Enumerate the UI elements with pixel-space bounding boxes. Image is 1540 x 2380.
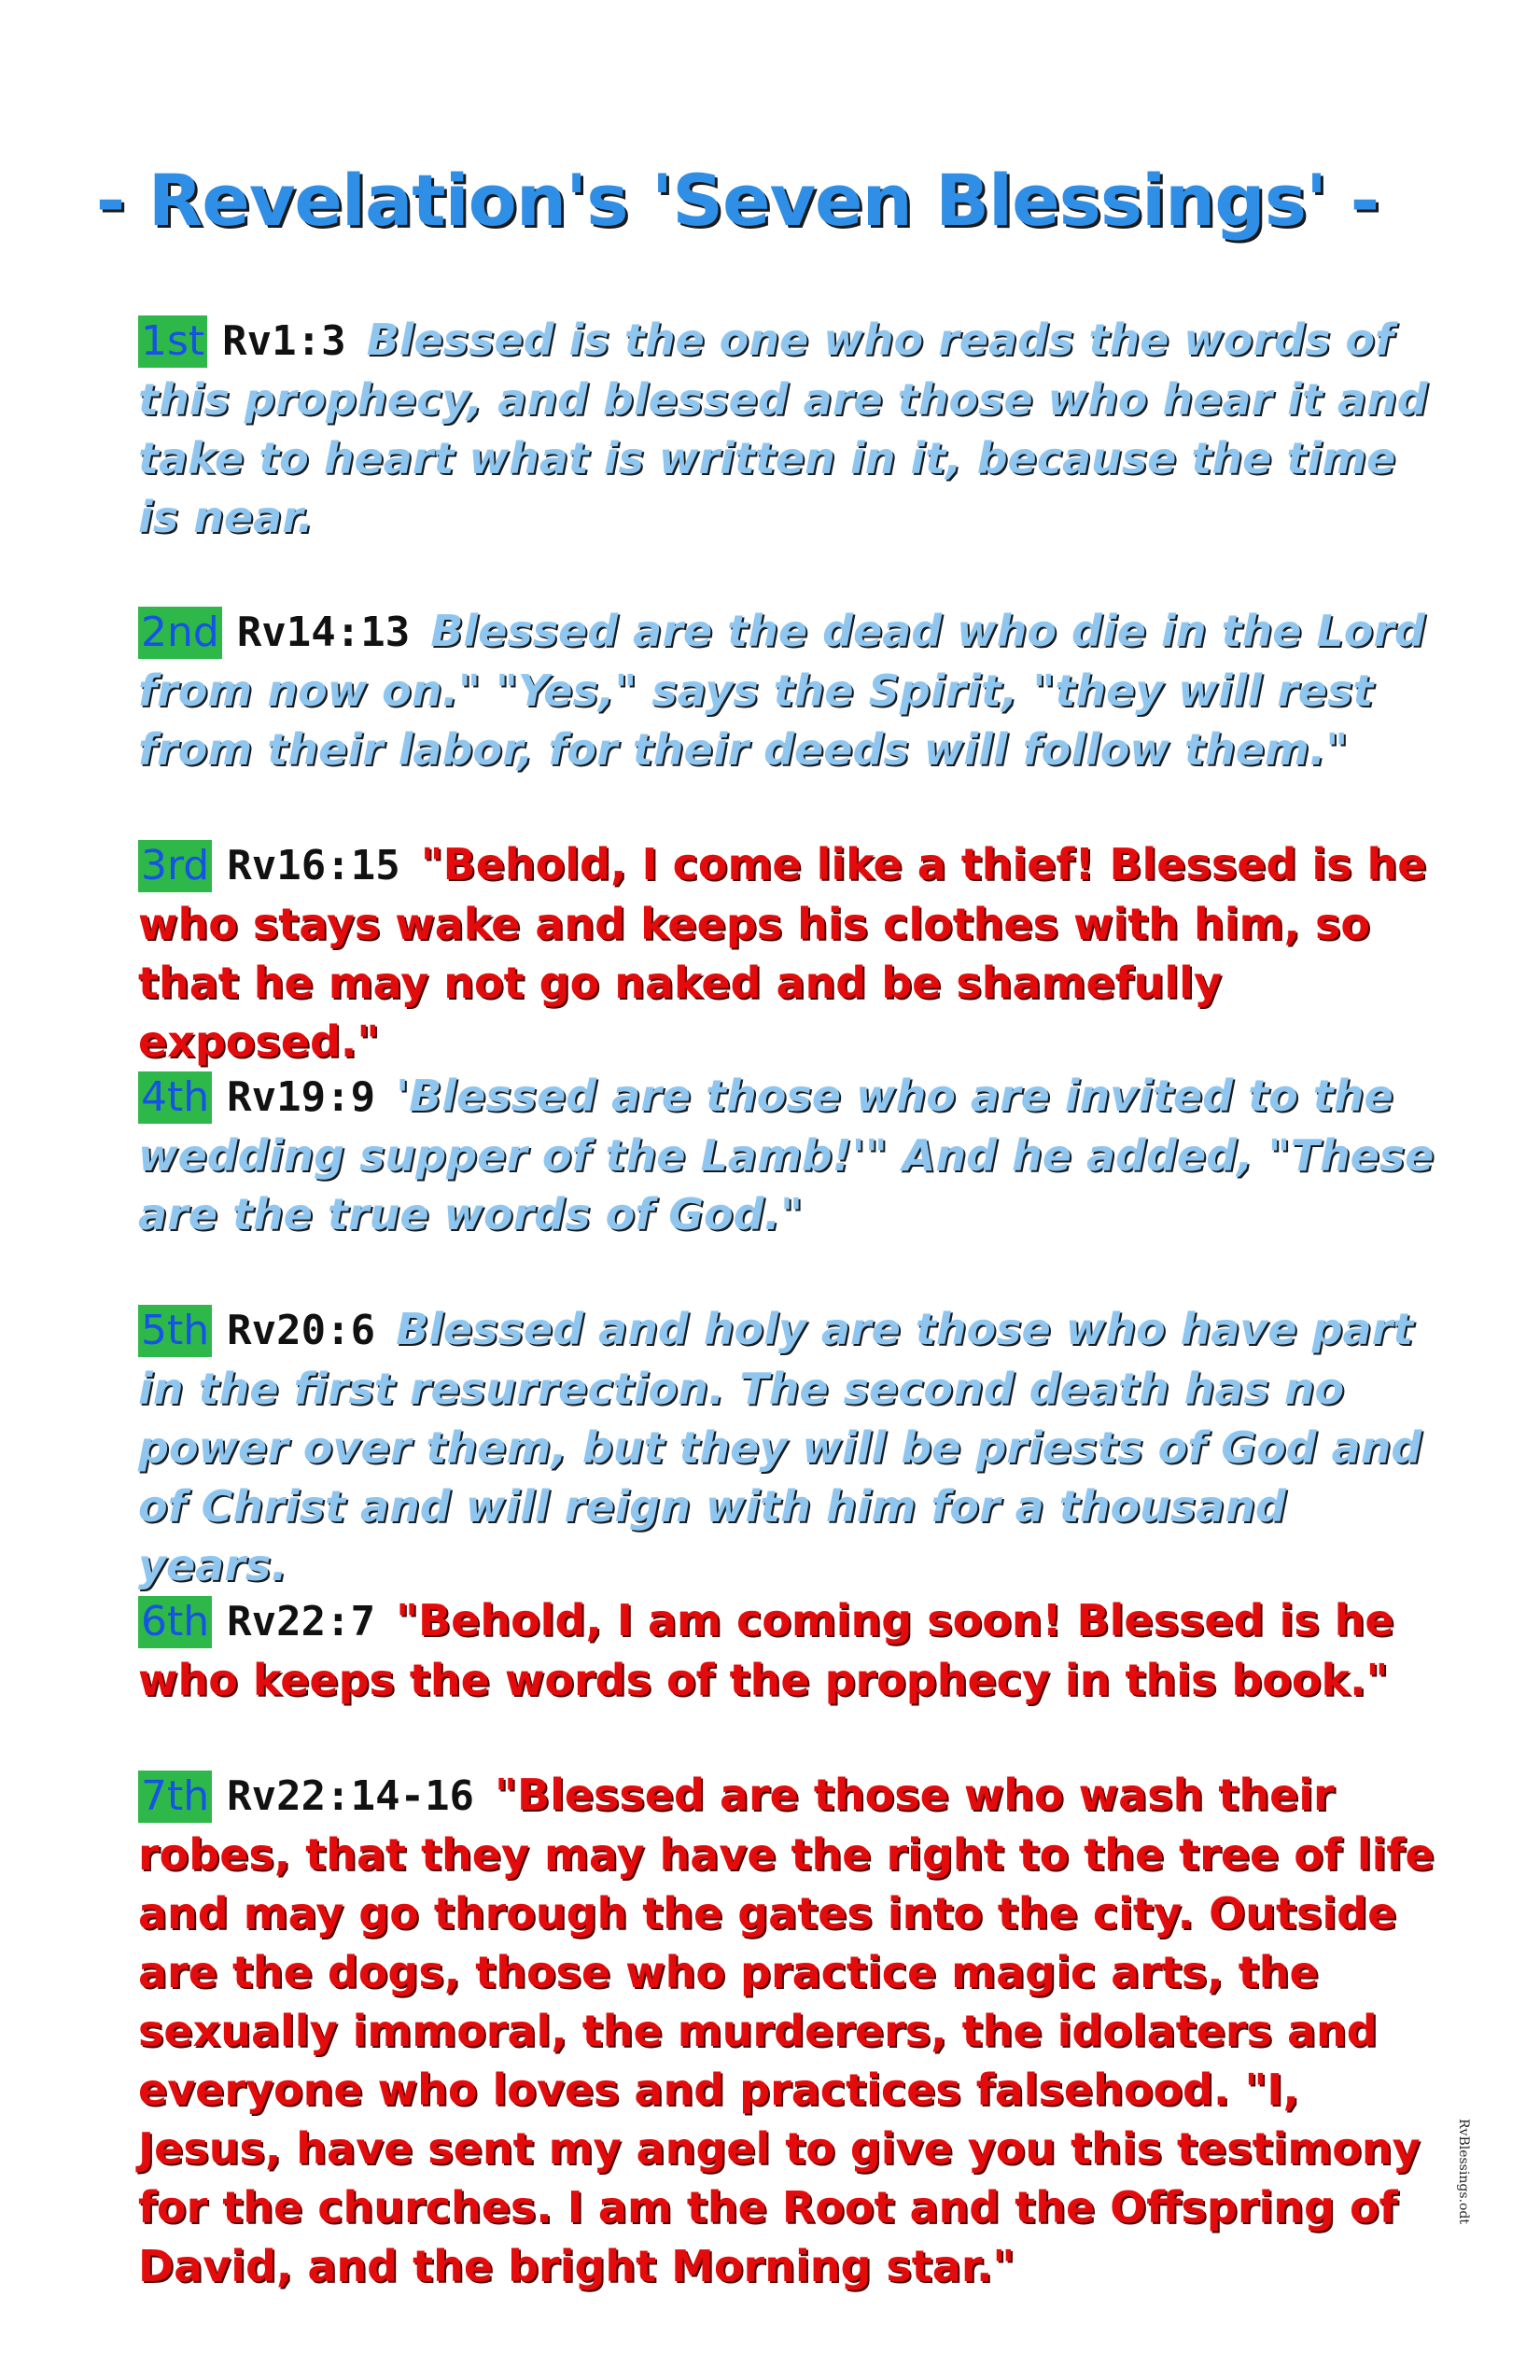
- ordinal-badge: 2nd: [138, 607, 222, 659]
- blessing-5: [138, 1300, 1445, 1595]
- blessing-3: [138, 835, 1445, 1071]
- ordinal-badge: 4th: [138, 1071, 212, 1124]
- blessing-text: Blessed and holy are those who have part in the first resurrection. The second death has no power over them, but they will be priests of God and of Christ and will reign with him for a thousand years.: [138, 1304, 1422, 1590]
- blessing-text: "Behold, I come like a thief! Blessed is he who stays wake and keeps his clothes with him, so that he may not go naked and be shamefully exposed.": [138, 839, 1427, 1067]
- blessing-2: [138, 602, 1445, 779]
- page-title-text: - Revelation's 'Seven Blessings' -: [95, 159, 1379, 242]
- scripture-reference: Rv20:6: [227, 1307, 376, 1354]
- ordinal-badge: 7th: [138, 1771, 212, 1823]
- scripture-reference: Rv14:13: [236, 609, 411, 656]
- blessing-text: 'Blessed are those who are invited to the wedding supper of the Lamb!'" And he added, "These are the true words of God.": [138, 1071, 1435, 1239]
- blessing-text: Blessed is the one who reads the words of this prophecy, and blessed are those who hear it and take to heart what is written in it, because the time is near.: [138, 315, 1428, 542]
- scripture-reference: Rv22:14-16: [227, 1772, 475, 1820]
- blessing-text: "Blessed are those who wash their robes, that they may have the right to the tree of life and may go through the gates into the city. Outside are the dogs, those who practice magic arts, the sexually immoral, the murderers, the idolaters and everyone who loves and practices falsehood. "I, Jesus, have sent my angel to give you this testimony for the churches. I am the Root and the Offspring of David, and the bright Morning star.": [138, 1770, 1435, 2291]
- scripture-reference: Rv19:9: [227, 1073, 376, 1121]
- scripture-reference: Rv1:3: [222, 317, 346, 365]
- page-title: [0, 159, 1540, 242]
- ordinal-badge: 5th: [138, 1305, 212, 1357]
- ordinal-badge: 1st: [138, 315, 207, 368]
- blessing-4: [138, 1067, 1445, 1244]
- ordinal-badge: 3rd: [138, 840, 212, 892]
- file-label: RvBlessings.odt: [1456, 2119, 1471, 2224]
- scripture-reference: Rv22:7: [227, 1598, 376, 1645]
- blessing-6: [138, 1591, 1445, 1710]
- blessing-1: [138, 311, 1445, 547]
- blessing-text: "Behold, I am coming soon! Blessed is he who keeps the words of the prophecy in this book.": [138, 1595, 1394, 1705]
- blessing-text: Blessed are the dead who die in the Lord from now on." "Yes," says the Spirit, "they will rest from their labor, for their deeds will follow them.": [138, 606, 1425, 775]
- ordinal-badge: 6th: [138, 1596, 212, 1648]
- blessing-7: [138, 1766, 1445, 2296]
- scripture-reference: Rv16:15: [227, 842, 400, 889]
